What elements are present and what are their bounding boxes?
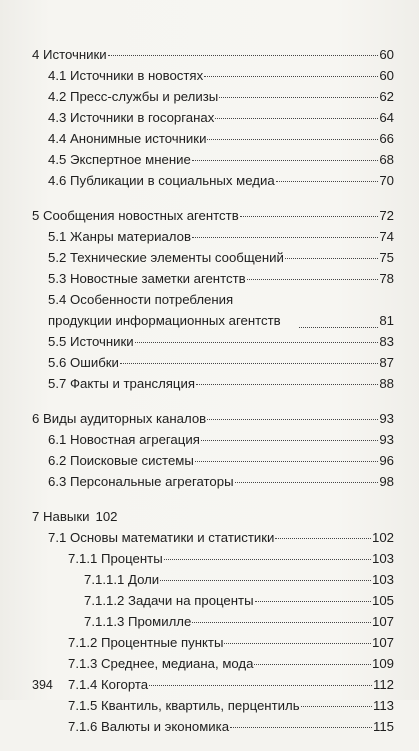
dot-leader xyxy=(235,482,379,483)
toc-entry-title: 4.6 Публикации в социальных медиа xyxy=(48,173,275,188)
toc-entry[interactable] xyxy=(32,149,394,170)
toc-entry-page: 107 xyxy=(371,635,394,650)
toc-entry-page: 83 xyxy=(379,334,394,349)
toc-entry-page: 98 xyxy=(379,474,394,489)
toc-entry-title: 5.7 Факты и трансляция xyxy=(48,376,195,391)
toc-entry-page: 93 xyxy=(379,411,394,426)
toc-entry[interactable] xyxy=(32,716,394,737)
toc-entry-page: 60 xyxy=(379,47,394,62)
toc-entry-page: 88 xyxy=(379,376,394,391)
toc-entry-title: 7.1.1 Проценты xyxy=(68,551,163,566)
toc-entry-page: 112 xyxy=(372,677,394,692)
toc-entry-page: 66 xyxy=(379,131,394,146)
toc-entry[interactable] xyxy=(32,527,394,548)
toc-entry[interactable] xyxy=(32,429,394,450)
dot-leader xyxy=(301,706,372,707)
toc-entry-title: 7 Навыки xyxy=(32,509,90,524)
toc-entry[interactable] xyxy=(32,331,394,352)
toc-entry-title: 4.1 Источники в новостях xyxy=(48,68,204,83)
toc-entry[interactable] xyxy=(32,44,394,65)
toc-entry[interactable] xyxy=(32,653,394,674)
toc-entry-page: 78 xyxy=(379,271,394,286)
dot-leader xyxy=(135,342,379,343)
dot-leader xyxy=(195,461,378,462)
toc-section xyxy=(32,205,394,394)
toc-entry-page: 115 xyxy=(372,719,394,734)
toc-entry-title: 4.2 Пресс-службы и релизы xyxy=(48,89,219,104)
toc-entry-page: 87 xyxy=(379,355,394,370)
dot-leader xyxy=(230,727,372,728)
toc-entry-page: 72 xyxy=(379,208,394,223)
toc-entry-page: 62 xyxy=(379,89,394,104)
toc-entry-page: 70 xyxy=(379,173,394,188)
toc-entry[interactable] xyxy=(32,226,394,247)
dot-leader xyxy=(201,440,378,441)
dot-leader xyxy=(276,181,379,182)
dot-leader xyxy=(192,237,378,238)
toc-entry-page: 102 xyxy=(95,509,118,524)
toc-entry-title: 5.1 Жанры материалов xyxy=(48,229,191,244)
toc-entry[interactable] xyxy=(32,268,394,289)
dot-leader xyxy=(160,580,371,581)
table-of-contents xyxy=(32,44,394,751)
toc-entry-title: 6.1 Новостная агрегация xyxy=(48,432,200,447)
toc-entry[interactable] xyxy=(32,247,394,268)
dot-leader xyxy=(255,601,371,602)
dot-leader xyxy=(192,622,371,623)
toc-section xyxy=(32,506,394,737)
dot-leader xyxy=(240,216,379,217)
dot-leader xyxy=(120,363,378,364)
dot-leader xyxy=(196,384,378,385)
dot-leader xyxy=(204,76,378,77)
toc-entry-page: 81 xyxy=(379,313,394,328)
toc-entry[interactable] xyxy=(32,611,394,632)
toc-entry[interactable] xyxy=(32,128,394,149)
toc-entry-page: 68 xyxy=(379,152,394,167)
toc-entry[interactable] xyxy=(32,107,394,128)
toc-entry-title: 7.1.4 Когорта xyxy=(68,677,149,692)
toc-entry-title: 7.1.1.1 Доли xyxy=(84,572,160,587)
toc-entry-page: 103 xyxy=(371,572,394,587)
toc-entry-title: 4 Источники xyxy=(32,47,107,62)
toc-entry-title: 7.1.6 Валюты и экономика xyxy=(68,719,230,734)
toc-entry-title: 4.5 Экспертное мнение xyxy=(48,152,191,167)
toc-entry-page: 60 xyxy=(379,68,394,83)
dot-leader xyxy=(299,327,378,328)
toc-entry[interactable] xyxy=(32,590,394,611)
dot-leader xyxy=(164,559,371,560)
toc-entry-title: 6.2 Поисковые системы xyxy=(48,453,194,468)
toc-entry-title: 4.4 Анонимные источники xyxy=(48,131,207,146)
toc-entry[interactable] xyxy=(32,205,394,226)
toc-entry-title: 6 Виды аудиторных каналов xyxy=(32,411,207,426)
toc-entry[interactable] xyxy=(32,674,394,695)
toc-entry[interactable] xyxy=(32,86,394,107)
toc-entry-title: 4.3 Источники в госорганах xyxy=(48,110,215,125)
toc-entry-page: 107 xyxy=(371,614,394,629)
toc-entry-page: 105 xyxy=(371,593,394,608)
dot-leader xyxy=(215,118,378,119)
toc-entry-title: 7.1.3 Среднее, медиана, мода xyxy=(68,656,254,671)
toc-entry[interactable] xyxy=(32,471,394,492)
toc-entry[interactable] xyxy=(32,548,394,569)
toc-entry-title: 5.2 Технические элементы сообщений xyxy=(48,250,284,265)
dot-leader xyxy=(149,685,372,686)
toc-entry[interactable] xyxy=(32,569,394,590)
toc-entry-title: 5.3 Новостные заметки агентств xyxy=(48,271,246,286)
toc-entry-title: 5.4 Особенности потребления продукции информационных агентств xyxy=(48,292,281,328)
toc-entry-page: 64 xyxy=(379,110,394,125)
toc-entry-title: 7.1.1.3 Промилле xyxy=(84,614,192,629)
dot-leader xyxy=(247,279,379,280)
dot-leader xyxy=(207,419,378,420)
toc-entry-page: 102 xyxy=(371,530,394,545)
toc-entry[interactable] xyxy=(32,65,394,86)
toc-entry[interactable] xyxy=(32,408,394,429)
dot-leader xyxy=(207,139,378,140)
toc-entry[interactable] xyxy=(32,506,394,527)
toc-entry-page: 74 xyxy=(379,229,394,244)
toc-entry[interactable] xyxy=(32,695,394,716)
toc-entry[interactable] xyxy=(32,450,394,471)
page-number: 394 xyxy=(32,678,53,692)
dot-leader xyxy=(192,160,379,161)
toc-entry-page: 75 xyxy=(379,250,394,265)
toc-entry-page: 96 xyxy=(379,453,394,468)
dot-leader xyxy=(108,55,379,56)
toc-entry[interactable] xyxy=(32,170,394,191)
toc-entry[interactable] xyxy=(32,352,394,373)
dot-leader xyxy=(224,643,371,644)
toc-entry-title: 7.1.2 Процентные пункты xyxy=(68,635,224,650)
toc-entry-page: 93 xyxy=(379,432,394,447)
toc-entry[interactable] xyxy=(32,373,394,394)
toc-section xyxy=(32,44,394,191)
toc-entry-title: 5 Сообщения новостных агентств xyxy=(32,208,239,223)
dot-leader xyxy=(275,538,371,539)
toc-entry-title: 7.1 Основы математики и статистики xyxy=(48,530,275,545)
toc-entry[interactable] xyxy=(32,632,394,653)
toc-entry-page: 113 xyxy=(372,698,394,713)
toc-entry-page: 109 xyxy=(371,656,394,671)
toc-entry-title: 5.6 Ошибки xyxy=(48,355,119,370)
dot-leader xyxy=(285,258,378,259)
toc-entry[interactable] xyxy=(32,289,394,331)
dot-leader xyxy=(219,97,378,98)
dot-leader xyxy=(254,664,371,665)
toc-entry-page: 103 xyxy=(371,551,394,566)
toc-entry-title: 7.1.1.2 Задачи на проценты xyxy=(84,593,254,608)
toc-entry-title: 7.1.5 Квантиль, квартиль, перцентиль xyxy=(68,698,300,713)
toc-entry-title: 6.3 Персональные агрегаторы xyxy=(48,474,234,489)
toc-entry-title: 5.5 Источники xyxy=(48,334,134,349)
toc-section xyxy=(32,408,394,492)
